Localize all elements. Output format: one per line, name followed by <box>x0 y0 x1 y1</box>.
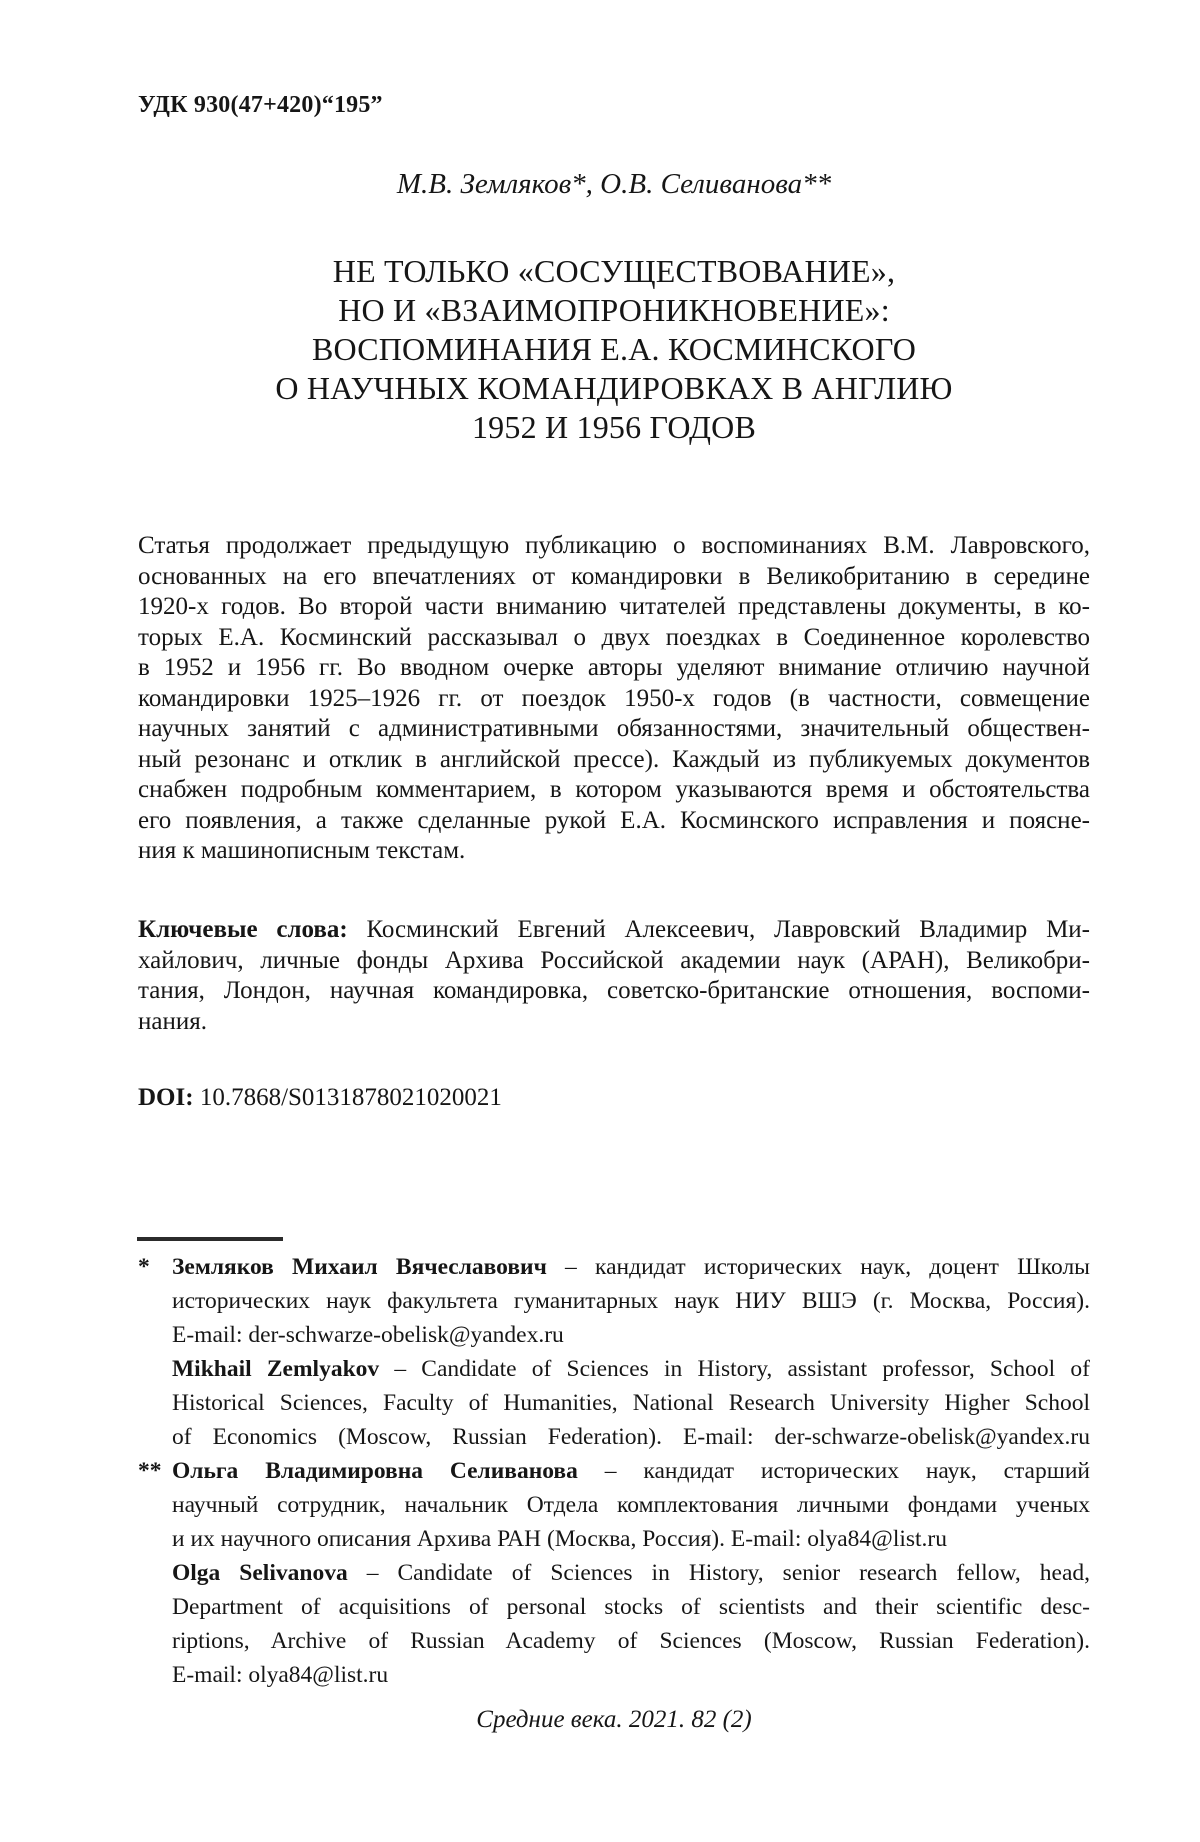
footnote-author-1: * Земляков Михаил Вячеславович – кандидат исторических наук, доцент Школы исторических наук факультета гуманитарных наук НИУ ВШЭ (г. Москва, Россия). E-mail: der-schwarze-obelisk@yandex.ru Mikhail Zemlyakov – Candidate of Sciences in History, assistant professor, School of Historical Sciences, Faculty of Humanities, National Research University Higher School of Economics (Moscow, Russian Federation). E-mail: der-schwarze-obelisk@yandex.ru <box>138 1254 1090 1450</box>
doi-line: DOI: 10.7868/S0131878021020021 <box>138 1084 502 1111</box>
title-line: ВОСПОМИНАНИЯ Е.А. КОСМИНСКОГО <box>311 331 917 367</box>
title-line: О НАУЧНЫХ КОМАНДИРОВКАХ В АНГЛИЮ <box>275 370 953 406</box>
keywords-paragraph: Ключевые слова: Косминский Евгений Алексеевич, Лавровский Владимир Ми- хайлович, личные фонды Архива Российской академии наук (АРАН), Великобри- тания, Лондон, научная командировка, советско-британские отношения, воспоми- нания. <box>138 916 1090 1035</box>
journal-footer: Средние века. 2021. 82 (2) <box>476 1706 752 1733</box>
footnotes-block <box>138 1250 1091 1692</box>
footnote-divider <box>137 1237 283 1241</box>
udc-code: УДК 930(47+420)“195” <box>138 92 383 118</box>
title-line: НО И «ВЗАИМОПРОНИКНОВЕНИЕ»: <box>338 292 890 328</box>
title-line: 1952 И 1956 ГОДОВ <box>471 409 756 445</box>
title-line: НЕ ТОЛЬКО «СОСУЩЕСТВОВАНИЕ», <box>332 253 896 289</box>
article-title <box>138 252 1090 447</box>
footnote-author-2: ** Ольга Владимировна Селиванова – кандидат исторических наук, старший научный сотрудник, начальник Отдела комплектования личными фондами ученых и их научного описания Архива РАН (Москва, Россия). E-mail: olya84@list.ru Olga Selivanova – Candidate of Sciences in History, senior research fellow, head, Department of acquisitions of personal stocks of scientists and their scientific desc- riptions, Archive of Russian Academy of Sciences (Moscow, Russian Federation). E-mail: olya84@list.ru <box>138 1458 1091 1688</box>
authors-line: М.В. Земляков*, О.В. Селиванова** <box>396 168 832 200</box>
abstract-paragraph: Статья продолжает предыдущую публикацию о воспоминаниях В.М. Лавровского, основанных на его впечатлениях от командировки в Великобританию в середине 1920-х годов. Во второй части вниманию читателей представлены документы, в ко- торых Е.А. Косминский рассказывал о двух поездках в Соединенное королевство в 1952 и 1956 гг. Во вводном очерке авторы уделяют внимание отличию научной командировки 1925–1926 гг. от поездок 1950-х годов (в частности, совмещение научных занятий с административными обязанностями, значительный обществен- ный резонанс и отклик в английской прессе). Каждый из публикуемых документов снабжен подробным комментарием, в котором указываются время и обстоятельства его появления, а также сделанные рукой Е.А. Косминского исправления и поясне- ния к машинописным текстам. <box>138 532 1090 864</box>
